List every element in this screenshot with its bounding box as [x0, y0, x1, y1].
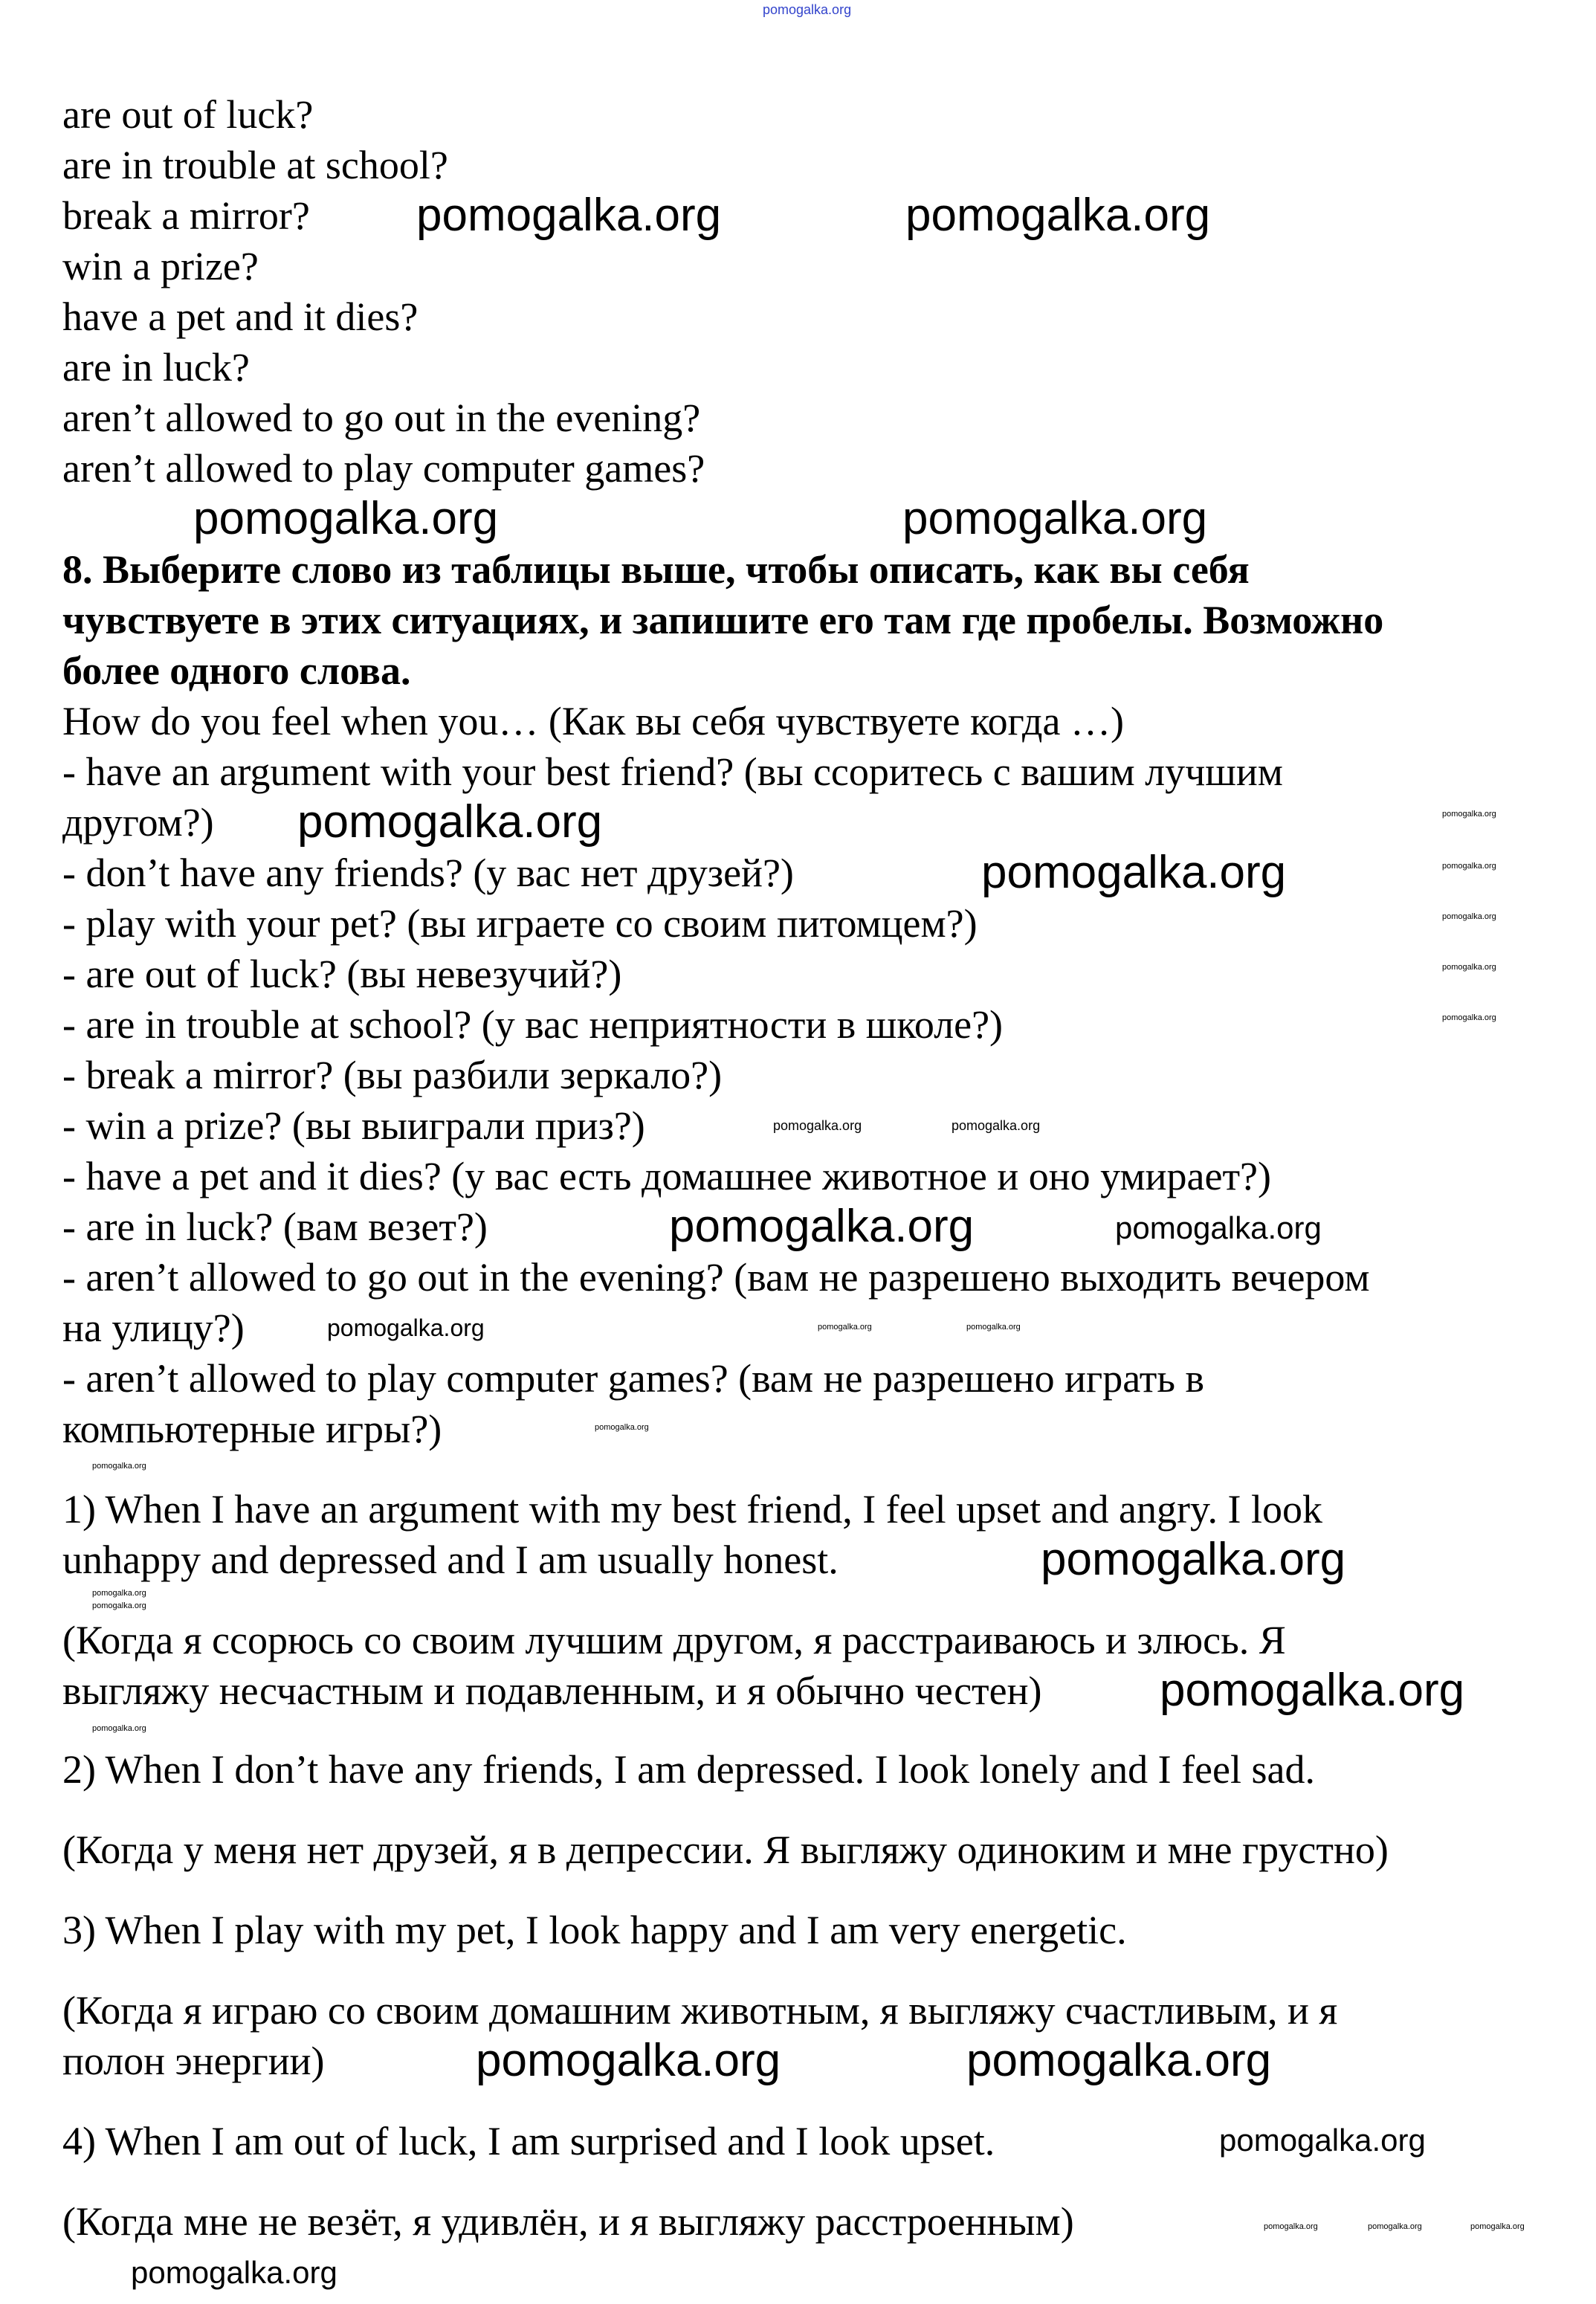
watermark: pomogalka.org: [92, 1462, 146, 1471]
answer-line: (Когда я ссорюсь со своим лучшим другом, я расстраиваюсь и злюсь. Я: [62, 1618, 1286, 1662]
watermark: pomogalka.org: [297, 796, 603, 848]
list-item: win a prize?: [62, 244, 259, 288]
watermark: pomogalka.org: [669, 1201, 975, 1252]
watermark: pomogalka.org: [1219, 2123, 1426, 2158]
watermark: pomogalka.org: [1442, 1013, 1496, 1022]
question-line: How do you feel when you… (Как вы себя чувствуете когда …): [62, 699, 1124, 743]
watermark: pomogalka.org: [595, 1423, 649, 1432]
answer-line: 2) When I don’t have any friends, I am depressed. I look lonely and I feel sad.: [62, 1747, 1315, 1792]
watermark: pomogalka.org: [1160, 1665, 1465, 1716]
list-item: are in luck?: [62, 345, 250, 390]
question-line: - play with your pet? (вы играете со своим питомцем?): [62, 901, 978, 946]
list-item: aren’t allowed to go out in the evening?: [62, 396, 701, 440]
watermark: pomogalka.org: [92, 1601, 146, 1610]
task-heading: более одного слова.: [62, 648, 411, 693]
watermark: pomogalka.org: [476, 2035, 781, 2086]
answer-line: (Когда я играю со своим домашним животным, я выгляжу счастливым, и я: [62, 1988, 1338, 2033]
question-line: - aren’t allowed to play computer games? (вам не разрешено играть в: [62, 1356, 1204, 1401]
question-line: - don’t have any friends? (у вас нет друзей?): [62, 851, 794, 895]
watermark: pomogalka.org: [327, 1314, 485, 1341]
answer-line: выгляжу несчастным и подавленным, и я обычно честен): [62, 1668, 1042, 1713]
watermark: pomogalka.org: [952, 1118, 1041, 1133]
watermark: pomogalka.org: [416, 190, 722, 241]
question-line: другом?): [62, 800, 214, 845]
answer-line: (Когда у меня нет друзей, я в депрессии. Я выгляжу одиноким и мне грустно): [62, 1827, 1389, 1872]
watermark: pomogalka.org: [92, 1589, 146, 1598]
watermark: pomogalka.org: [966, 1323, 1021, 1332]
watermark: pomogalka.org: [1115, 1210, 1322, 1245]
watermark: pomogalka.org: [1442, 963, 1496, 972]
watermark: pomogalka.org: [1442, 810, 1496, 819]
answer-line: 3) When I play with my pet, I look happy and I am very energetic.: [62, 1908, 1127, 1952]
question-line: - have an argument with your best friend? (вы ссоритесь с вашим лучшим: [62, 749, 1283, 794]
answer-line: 1) When I have an argument with my best friend, I feel upset and angry. I look: [62, 1487, 1322, 1532]
watermark: pomogalka.org: [92, 1724, 146, 1733]
question-line: - aren’t allowed to go out in the evening? (вам не разрешено выходить вечером: [62, 1255, 1370, 1300]
list-item: break a mirror?: [62, 193, 310, 238]
question-line: - are in trouble at school? (у вас неприятности в школе?): [62, 1002, 1004, 1047]
watermark: pomogalka.org: [1368, 2222, 1422, 2231]
list-item: aren’t allowed to play computer games?: [62, 446, 705, 491]
question-line: - win a prize? (вы выиграли приз?): [62, 1103, 645, 1148]
watermark: pomogalka.org: [1041, 1534, 1346, 1585]
question-line: - break a mirror? (вы разбили зеркало?): [62, 1053, 723, 1097]
question-line: - are in luck? (вам везет?): [62, 1204, 488, 1249]
watermark: pomogalka.org: [902, 493, 1208, 544]
watermark: pomogalka.org: [966, 2035, 1272, 2086]
task-heading: 8. Выберите слово из таблицы выше, чтобы описать, как вы себя: [62, 547, 1250, 592]
watermark: pomogalka.org: [773, 1118, 862, 1133]
task-heading: чувствуете в этих ситуациях, и запишите его там где пробелы. Возможно: [62, 598, 1384, 642]
list-item: have a pet and it dies?: [62, 294, 419, 339]
answer-line: 4) When I am out of luck, I am surprised and I look upset.: [62, 2119, 995, 2163]
watermark: pomogalka.org: [1442, 862, 1496, 871]
question-line: - are out of luck? (вы невезучий?): [62, 952, 622, 996]
answer-line: unhappy and depressed and I am usually honest.: [62, 1537, 839, 1582]
list-item: are out of luck?: [62, 92, 314, 137]
question-line: компьютерные игры?): [62, 1407, 442, 1451]
watermark: pomogalka.org: [131, 2255, 337, 2290]
watermark: pomogalka.org: [818, 1323, 872, 1332]
watermark: pomogalka.org: [981, 847, 1287, 898]
list-item: are in trouble at school?: [62, 143, 448, 187]
answer-line: (Когда мне не везёт, я удивлён, и я выгляжу расстроенным): [62, 2199, 1074, 2244]
watermark: pomogalka.org: [1470, 2222, 1525, 2231]
answer-line: полон энергии): [62, 2039, 325, 2083]
watermark: pomogalka.org: [193, 493, 499, 544]
question-line: - have a pet and it dies? (у вас есть домашнее животное и оно умирает?): [62, 1154, 1272, 1198]
question-line: на улицу?): [62, 1306, 245, 1350]
watermark: pomogalka.org: [905, 190, 1211, 241]
watermark: pomogalka.org: [1442, 912, 1496, 921]
header-watermark: pomogalka.org: [763, 2, 852, 17]
watermark: pomogalka.org: [1264, 2222, 1318, 2231]
